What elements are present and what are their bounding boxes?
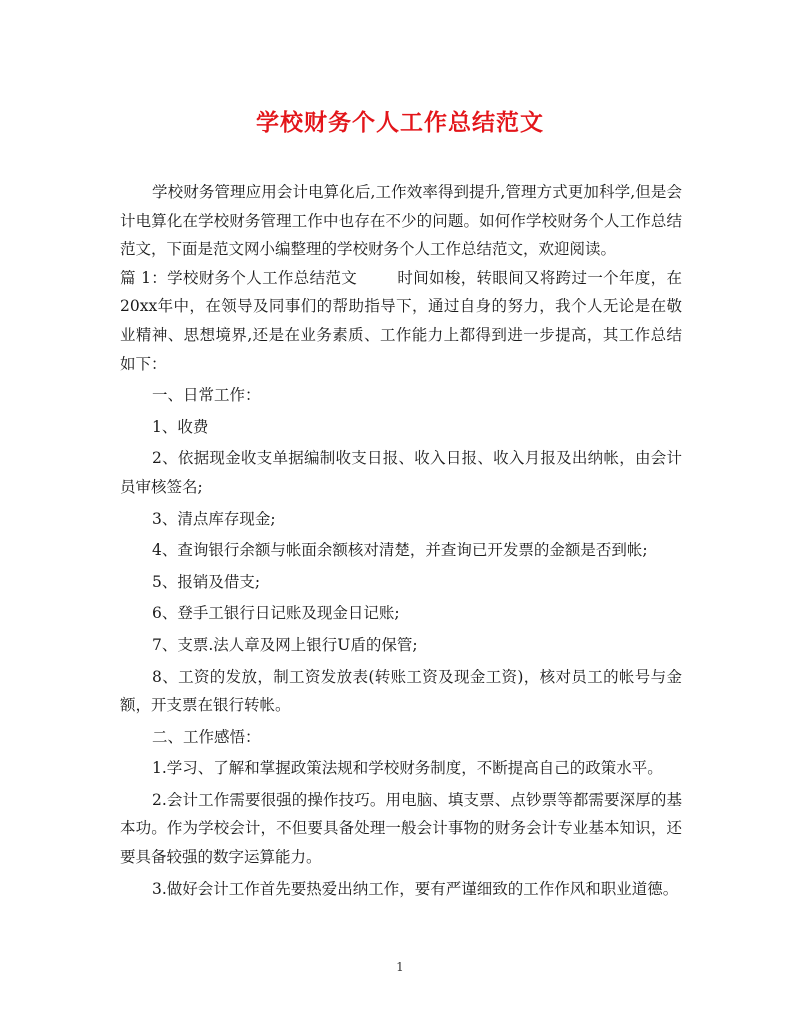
list-item: 6、登手工银行日记账及现金日记账;: [152, 604, 400, 623]
document-title: 学校财务个人工作总结范文: [256, 109, 544, 136]
part-text: 时间如梭，转眼间又将跨过一个年度，在20xx年中，在领导及同事们的帮助指导下，通过自身的努力，我个人无论是在敬业精神、思想境界,还是在业务素质、工作能力上都得到进一步提高，其工作总结如下：: [120, 268, 682, 373]
insights-list: [120, 754, 682, 903]
list-item: 2.会计工作需要很强的操作技巧。用电脑、填支票、点钞票等都需要深厚的基本功。作为学校会计，不但要具备处理一般会计事物的财务会计专业基本知识，还要具备较强的数字运算能力。: [120, 790, 682, 867]
list-item: 1.学习、了解和掌握政策法规和学校财务制度，不断提高自己的政策水平。: [152, 759, 663, 778]
section-heading-insights: 二、工作感悟：: [152, 727, 261, 746]
part-heading: 篇 1：学校财务个人工作总结范文: [120, 268, 358, 287]
section-heading-daily-work: 一、日常工作：: [152, 386, 261, 405]
list-item: 4、查询银行余额与帐面余额核对清楚，并查询已开发票的金额是否到帐;: [152, 541, 648, 560]
list-item: 1、收费: [152, 417, 209, 436]
list-item: 2、依据现金收支单据编制收支日报、收入日报、收入月报及出纳帐，由会计员审核签名;: [120, 449, 682, 496]
list-item: 8、工资的发放，制工资发放表(转账工资及现金工资)，核对员工的帐号与金额，开支票在银行转帐。: [120, 667, 682, 715]
list-item: 7、支票.法人章及网上银行U盾的保管;: [152, 635, 418, 654]
list-item: 3、清点库存现金;: [152, 509, 276, 528]
intro-paragraph: 学校财务管理应用会计电算化后,工作效率得到提升,管理方式更加科学,但是会计电算化在学校财务管理工作中也存在不少的问题。如何作学校财务个人工作总结范文，下面是范文网小编整理的学校财务个人工作总结范文，欢迎阅读。: [120, 183, 682, 259]
page-number: 1: [396, 960, 404, 974]
daily-work-list: [120, 413, 682, 720]
part-paragraph: [120, 264, 682, 378]
list-item: 3.做好会计工作首先要热爱出纳工作，要有严谨细致的工作作风和职业道德。: [152, 879, 679, 898]
list-item: 5、报销及借支;: [152, 572, 261, 591]
document-body: [120, 178, 682, 903]
